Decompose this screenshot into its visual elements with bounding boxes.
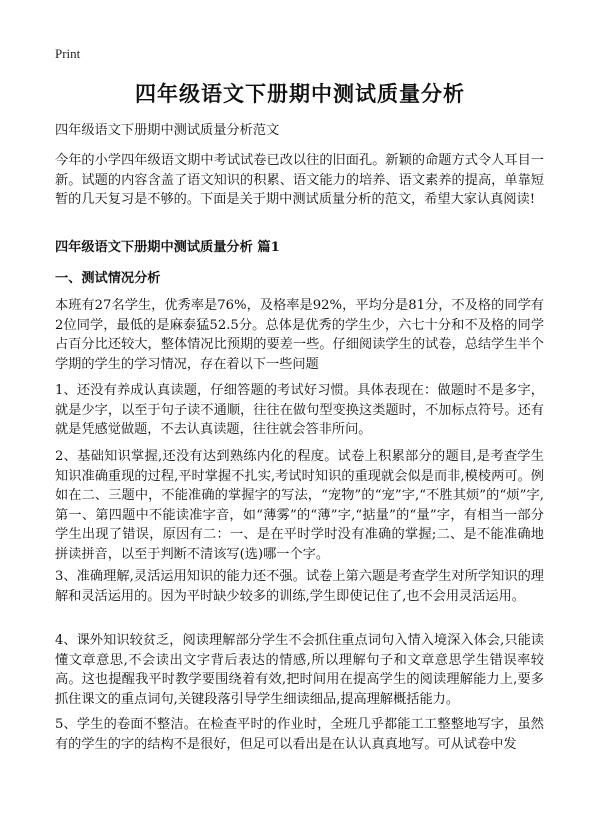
body-paragraph: 4、课外知识较贫乏，阅读理解部分学生不会抓住重点词句入情入境深入体会,只能读懂文章意思,不会读出文字背后表达的情感,所以理解句子和文章意思学生错误率较高。这也提醒我平时教学要围绕着有效,把时间用在提高学生的阅读理解能力上,要多抓住课文的重点词句,关键段落引导学生细读细品,提高理解概括能力。 bbox=[55, 633, 544, 707]
body-paragraph: 1、还没有养成认真读题，仔细答题的考试好习惯。具体表现在：做题时不是多字，就是少字，以至于句子读不通顺，往往在做句型变换这类题时，不加标点符号。还有就是凭感觉做题，不去认真读题，往往就会答非所问。 bbox=[55, 383, 544, 437]
body-paragraph: 5、学生的卷面不整洁。在检查平时的作业时，全班几乎都能工工整整地写字，虽然有的学生的字的结构不是很好，但足可以看出是在认认真真地写。可从试卷中发 bbox=[55, 717, 544, 752]
article-heading: 四年级语文下册期中测试质量分析 篇1 bbox=[55, 240, 280, 255]
body-paragraph: 本班有27名学生，优秀率是76%，及格率是92%，平均分是81分，不及格的同学有2位同学，最低的是麻泰猛52.5分。总体是优秀的学生少，六七十分和不及格的同学占百分比还较大，整体情况比预期的要差一些。仔细阅读学生的试卷，总结学生半个学期的学生的学习情况，存在着以下一些问题 bbox=[55, 298, 544, 372]
section-heading: 一、测试情况分析 bbox=[55, 271, 161, 286]
body-paragraph: 2、基础知识掌握,还没有达到熟练内化的程度。试卷上积累部分的题目,是考查学生知识准确重现的过程,平时掌握不扎实,考试时知识的重现就会似是而非,模棱两可。例如在二、三题中，不能准确的掌握字的写法，“宠物”的“宠”字,“不胜其烦”的“烦”字,第一、第四题中不能读准字音，如“薄雾”的“薄”字,“掂量”的“量”字，有相当一部分学生出现了错误，原因有二：一、是在平时学时没有准确的掌握;二、是不能准确地拼读拼音，以至于判断不清该写(选)哪一个字。 bbox=[55, 449, 544, 562]
print-link[interactable]: Print bbox=[55, 46, 81, 61]
page-title: 四年级语文下册期中测试质量分析 bbox=[135, 81, 465, 106]
body-paragraph: 3、准确理解,灵活运用知识的能力还不强。试卷上第六题是考查学生对所学知识的理解和灵活运用的。因为平时缺少较多的训练,学生即使记住了,也不会用灵活运用。 bbox=[55, 569, 544, 604]
document-subtitle: 四年级语文下册期中测试质量分析范文 bbox=[55, 123, 280, 138]
intro-paragraph: 今年的小学四年级语文期中考试试卷已改以往的旧面孔。新颖的命题方式令人耳目一新。试题的内容含盖了语文知识的积累、语文能力的培养、语文素养的提高，单靠短暂的几天复习是不够的。下面是关于期中测试质量分析的范文，希望大家认真阅读! bbox=[55, 153, 544, 207]
